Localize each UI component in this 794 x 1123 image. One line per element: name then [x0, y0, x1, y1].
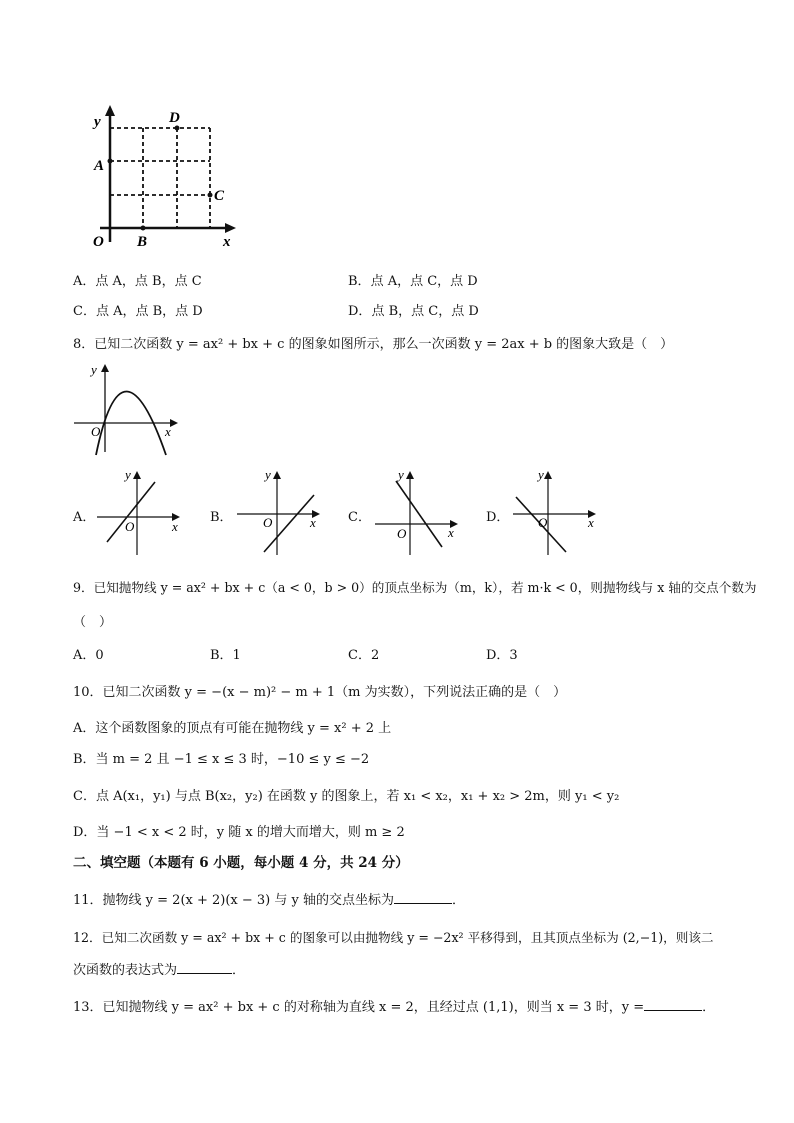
q9-option-d[interactable]: D．3	[486, 648, 518, 663]
q8b-y: y	[265, 467, 271, 482]
q12-line2	[73, 959, 245, 978]
q8-option-c-graph[interactable]	[370, 467, 465, 559]
q8-stem: 8．已知二次函数 y = ax² + bx + c 的图象如图所示，那么一次函数 y = 2ax + b 的图象大致是（ ）	[73, 337, 674, 352]
q8-fig-o: O	[91, 424, 101, 439]
q7-option-c[interactable]: C．点 A，点 B，点 D	[73, 304, 203, 319]
q7-grid-figure	[80, 100, 250, 255]
q7-option-d[interactable]: D．点 B，点 C，点 D	[348, 304, 479, 319]
q8b-x: x	[310, 515, 316, 530]
q8a-x: x	[172, 519, 178, 534]
q8d-y: y	[538, 467, 544, 482]
q11-end: ．	[452, 893, 466, 908]
q8-option-d-label[interactable]: D．	[486, 510, 510, 525]
q8-option-c-label[interactable]: C．	[348, 510, 371, 525]
q10-option-b[interactable]: B．当 m = 2 且 −1 ≤ x ≤ 3 时，−10 ≤ y ≤ −2	[73, 752, 370, 767]
q13-text: 13．已知抛物线 y = ax² + bx + c 的对称轴为直线 x = 2，且经过点 (1,1)，则当 x = 3 时，y =	[73, 1000, 645, 1015]
q8d-o: O	[538, 515, 548, 530]
fig7-origin: O	[93, 234, 104, 250]
q8-option-b-label[interactable]: B．	[210, 510, 233, 525]
q12-end: ．	[232, 963, 246, 978]
fig7-point-a: A	[94, 158, 105, 174]
q9-option-a[interactable]: A．0	[73, 648, 104, 663]
q13-end: ．	[702, 1000, 716, 1015]
q10-stem: 10．已知二次函数 y = −(x − m)² − m + 1（m 为实数），下列说法正确的是（ ）	[73, 685, 567, 700]
q8-option-b-graph[interactable]	[232, 467, 327, 559]
q8-fig-y: y	[91, 362, 97, 377]
q12-line1: 12．已知二次函数 y = ax² + bx + c 的图象可以由抛物线 y = −2x² 平移得到，且其顶点坐标为 (2,−1)，则该二	[73, 930, 714, 945]
fig7-point-c: C	[214, 188, 225, 204]
q8c-y: y	[398, 467, 404, 482]
q8-fig-x: x	[165, 424, 171, 439]
q7-option-b[interactable]: B．点 A，点 C，点 D	[348, 274, 478, 289]
q8c-x: x	[448, 525, 454, 540]
fig7-point-d: D	[169, 110, 180, 126]
q9-option-b[interactable]: B．1	[210, 648, 241, 663]
q8a-y: y	[125, 467, 131, 482]
q8-option-a-graph[interactable]	[92, 467, 187, 559]
q13	[73, 996, 715, 1015]
q8c-o: O	[397, 526, 407, 541]
q9-option-c[interactable]: C．2	[348, 648, 380, 663]
q10-option-c[interactable]: C．点 A(x₁，y₁) 与点 B(x₂，y₂) 在函数 y 的图象上，若 x₁ < x₂，x₁ + x₂ > 2m，则 y₁ < y₂	[73, 789, 620, 804]
q10-option-d[interactable]: D．当 −1 < x < 2 时，y 随 x 的增大而增大，则 m ≥ 2	[73, 825, 405, 840]
q7-option-a[interactable]: A．点 A，点 B，点 C	[73, 274, 202, 289]
q8-option-d-graph[interactable]	[508, 467, 603, 559]
fig7-x-label: x	[223, 234, 231, 250]
q8b-o: O	[263, 515, 273, 530]
fig7-y-label: y	[94, 114, 101, 130]
q9-stem: 9．已知抛物线 y = ax² + bx + c（a < 0，b > 0）的顶点坐标为（m，k），若 m·k < 0，则抛物线与 x 轴的交点个数为	[73, 580, 757, 595]
q11-answer-blank[interactable]	[394, 891, 452, 904]
q12-line2-text: 次函数的表达式为	[73, 963, 178, 978]
q11	[73, 889, 465, 908]
q8d-x: x	[588, 515, 594, 530]
fig7-point-b: B	[137, 234, 148, 250]
q8-option-a-label[interactable]: A．	[73, 510, 96, 525]
q12-answer-blank[interactable]	[177, 961, 232, 974]
q13-answer-blank[interactable]	[644, 998, 702, 1011]
q8a-o: O	[125, 519, 135, 534]
section-heading-fill-in: 二、填空题（本题有 6 小题，每小题 4 分，共 24 分）	[73, 855, 409, 871]
q11-text: 11．抛物线 y = 2(x + 2)(x − 3) 与 y 轴的交点坐标为	[73, 893, 394, 908]
q10-option-a[interactable]: A．这个函数图象的顶点有可能在抛物线 y = x² + 2 上	[73, 721, 392, 736]
q8-parabola-figure	[70, 360, 185, 460]
q9-paren: （ ）	[73, 615, 113, 630]
